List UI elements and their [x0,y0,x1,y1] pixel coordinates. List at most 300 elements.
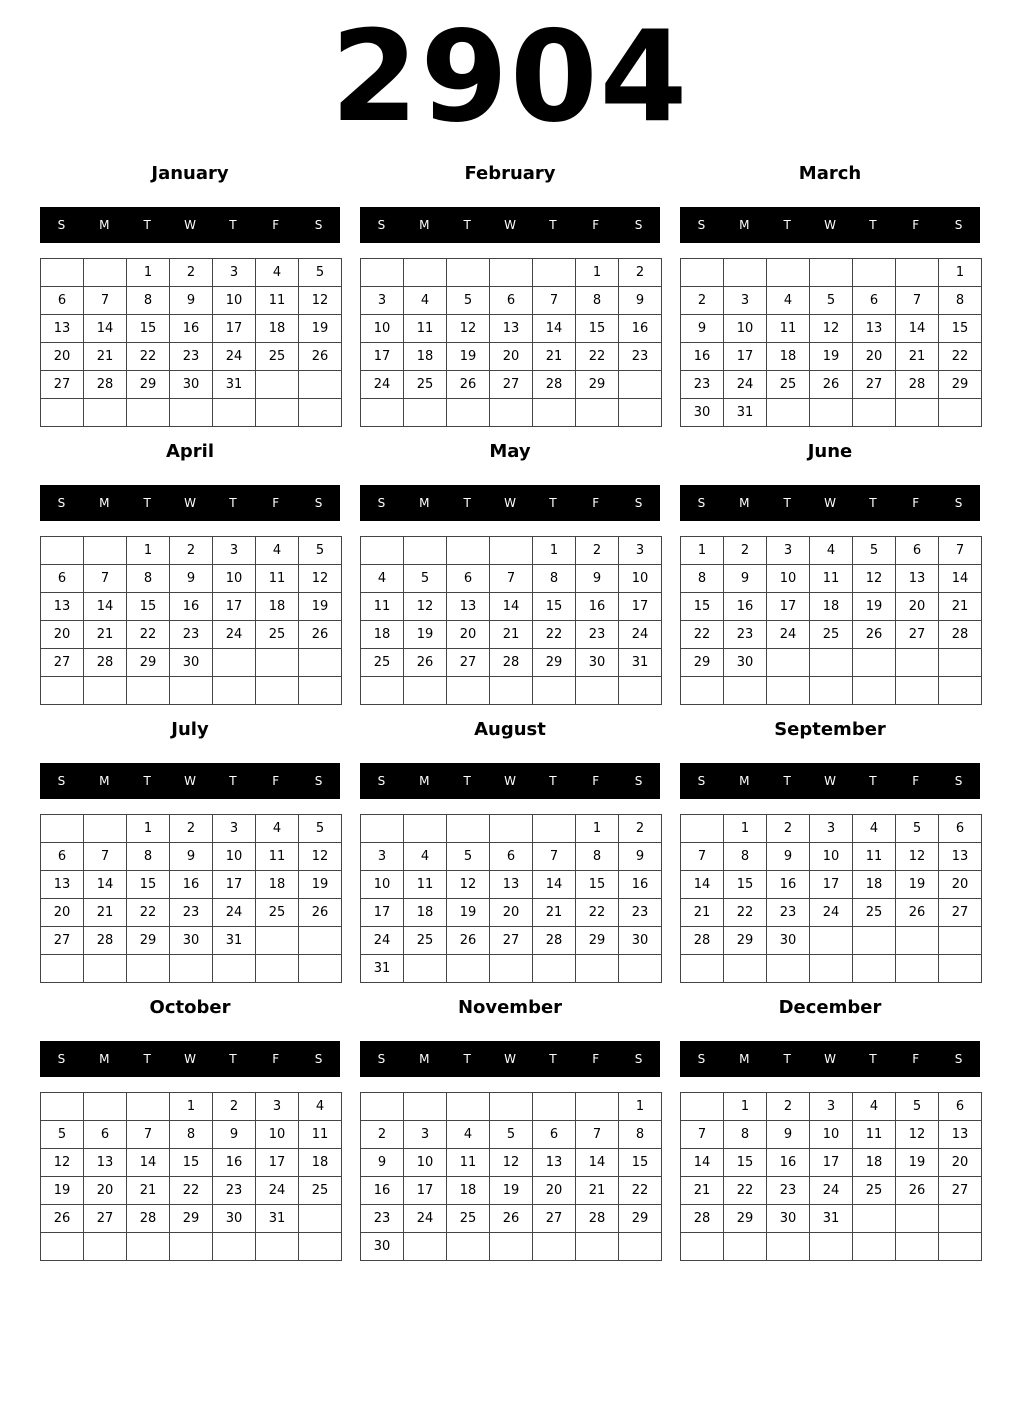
empty-day-cell [490,677,533,705]
day-cell: 10 [724,315,767,343]
day-grid [360,536,662,705]
day-cell: 18 [256,871,299,899]
weekday-label: F [912,774,920,788]
day-cell: 6 [939,1093,982,1121]
day-cell: 12 [490,1149,533,1177]
empty-day-cell [213,649,256,677]
week-row [41,677,342,705]
day-cell: 21 [84,621,127,649]
day-cell: 12 [299,565,342,593]
week-row [41,371,342,399]
empty-day-cell [170,955,213,983]
month-june [680,439,980,709]
day-cell: 11 [447,1149,490,1177]
week-row [361,955,662,983]
day-cell: 5 [299,537,342,565]
empty-day-cell [404,537,447,565]
empty-day-cell [767,259,810,287]
day-grid [680,1092,982,1261]
day-cell: 1 [170,1093,213,1121]
day-cell: 9 [724,565,767,593]
weekday-label: W [184,218,196,232]
day-cell: 26 [490,1205,533,1233]
day-cell: 4 [404,287,447,315]
day-cell: 3 [810,815,853,843]
weekday-label: S [954,496,963,510]
weekday-label: S [57,218,66,232]
day-cell: 16 [619,315,662,343]
week-row [361,593,662,621]
week-row [361,287,662,315]
day-cell: 27 [41,927,84,955]
week-row [681,843,982,871]
day-cell: 6 [41,843,84,871]
empty-day-cell [41,399,84,427]
empty-day-cell [939,677,982,705]
day-cell: 25 [404,927,447,955]
week-row [681,621,982,649]
weekday-label: M [99,496,110,510]
day-cell: 9 [576,565,619,593]
weekday-label: T [143,1052,151,1066]
week-row [681,815,982,843]
empty-day-cell [404,815,447,843]
day-cell: 1 [576,815,619,843]
empty-day-cell [533,955,576,983]
day-cell: 18 [256,315,299,343]
week-row [41,399,342,427]
empty-day-cell [256,1233,299,1261]
weekday-label: T [143,496,151,510]
weekday-header [360,763,660,799]
day-cell: 17 [213,315,256,343]
day-cell: 22 [127,621,170,649]
day-cell: 23 [767,899,810,927]
week-row [361,899,662,927]
day-cell: 9 [170,565,213,593]
empty-day-cell [853,399,896,427]
day-cell: 16 [170,871,213,899]
day-cell: 27 [896,621,939,649]
weekday-label: S [634,496,643,510]
week-row [361,343,662,371]
day-cell: 10 [213,843,256,871]
empty-day-cell [127,955,170,983]
day-cell: 3 [724,287,767,315]
day-cell: 9 [170,287,213,315]
day-cell: 23 [576,621,619,649]
week-row [361,1205,662,1233]
empty-day-cell [404,677,447,705]
day-cell: 8 [576,843,619,871]
day-cell: 16 [681,343,724,371]
day-cell: 13 [533,1149,576,1177]
day-cell: 8 [576,287,619,315]
day-cell: 5 [896,815,939,843]
empty-day-cell [853,259,896,287]
empty-day-cell [41,1233,84,1261]
weekday-header [360,1041,660,1077]
weekday-label: S [57,774,66,788]
day-grid [40,536,342,705]
day-cell: 6 [853,287,896,315]
month-april [40,439,340,709]
day-cell: 6 [84,1121,127,1149]
day-cell: 10 [256,1121,299,1149]
week-row [361,843,662,871]
weekday-label: T [463,1052,471,1066]
weekday-label: S [314,1052,323,1066]
day-grid [40,814,342,983]
weekday-label: M [419,496,430,510]
day-cell: 19 [490,1177,533,1205]
empty-day-cell [576,399,619,427]
day-cell: 18 [767,343,810,371]
day-cell: 17 [619,593,662,621]
day-cell: 21 [127,1177,170,1205]
day-cell: 16 [767,1149,810,1177]
day-cell: 27 [939,899,982,927]
empty-day-cell [896,927,939,955]
empty-day-cell [724,955,767,983]
empty-day-cell [767,1233,810,1261]
day-cell: 26 [853,621,896,649]
empty-day-cell [810,399,853,427]
day-cell: 25 [361,649,404,677]
week-row [41,899,342,927]
day-cell: 3 [213,815,256,843]
empty-day-cell [939,649,982,677]
day-cell: 24 [404,1205,447,1233]
empty-day-cell [299,399,342,427]
empty-day-cell [853,649,896,677]
weekday-header [40,763,340,799]
weekday-label: W [504,496,516,510]
empty-day-cell [84,815,127,843]
day-cell: 15 [127,315,170,343]
day-cell: 2 [681,287,724,315]
day-cell: 23 [619,899,662,927]
day-cell: 12 [896,1121,939,1149]
empty-day-cell [127,1233,170,1261]
day-cell: 8 [127,287,170,315]
empty-day-cell [447,537,490,565]
week-row [681,1233,982,1261]
week-row [41,343,342,371]
day-cell: 29 [127,371,170,399]
day-cell: 23 [681,371,724,399]
day-cell: 4 [256,537,299,565]
day-cell: 13 [84,1149,127,1177]
weekday-label: T [549,218,557,232]
weekday-label: T [869,774,877,788]
empty-day-cell [939,955,982,983]
week-row [361,259,662,287]
day-cell: 28 [533,927,576,955]
empty-day-cell [896,1205,939,1233]
empty-day-cell [299,371,342,399]
day-cell: 24 [256,1177,299,1205]
day-cell: 2 [361,1121,404,1149]
day-cell: 31 [724,399,767,427]
weekday-header [680,763,980,799]
day-cell: 21 [533,899,576,927]
day-cell: 22 [127,899,170,927]
day-cell: 4 [256,815,299,843]
weekday-label: F [592,1052,600,1066]
day-cell: 17 [810,1149,853,1177]
weekday-label: F [912,218,920,232]
day-cell: 4 [404,843,447,871]
day-cell: 27 [939,1177,982,1205]
day-cell: 23 [170,621,213,649]
weekday-label: M [419,774,430,788]
week-row [41,537,342,565]
empty-day-cell [361,537,404,565]
day-cell: 14 [84,593,127,621]
day-cell: 26 [299,343,342,371]
week-row [361,371,662,399]
weekday-label: F [592,496,600,510]
empty-day-cell [256,955,299,983]
month-may [360,439,660,709]
day-cell: 26 [299,621,342,649]
empty-day-cell [939,1233,982,1261]
day-cell: 30 [361,1233,404,1261]
day-cell: 5 [896,1093,939,1121]
week-row [361,1093,662,1121]
day-cell: 16 [724,593,767,621]
week-row [681,1093,982,1121]
empty-day-cell [681,1233,724,1261]
day-cell: 8 [724,843,767,871]
month-name: April [165,441,215,462]
day-cell: 29 [619,1205,662,1233]
day-cell: 10 [810,1121,853,1149]
day-cell: 14 [681,1149,724,1177]
day-cell: 29 [724,927,767,955]
day-cell: 23 [170,899,213,927]
day-cell: 15 [619,1149,662,1177]
empty-day-cell [404,1233,447,1261]
day-cell: 7 [490,565,533,593]
week-row [41,927,342,955]
empty-day-cell [84,1233,127,1261]
day-cell: 9 [619,287,662,315]
empty-day-cell [256,677,299,705]
empty-day-cell [767,955,810,983]
weekday-label: T [229,496,237,510]
weekday-label: F [912,496,920,510]
empty-day-cell [404,399,447,427]
week-row [41,1093,342,1121]
day-cell: 1 [724,1093,767,1121]
day-cell: 3 [619,537,662,565]
day-cell: 15 [724,871,767,899]
empty-day-cell [84,677,127,705]
day-cell: 2 [767,1093,810,1121]
day-cell: 17 [724,343,767,371]
day-cell: 27 [853,371,896,399]
day-cell: 1 [576,259,619,287]
day-cell: 9 [170,843,213,871]
empty-day-cell [170,399,213,427]
day-cell: 12 [41,1149,84,1177]
day-cell: 8 [127,843,170,871]
day-cell: 25 [810,621,853,649]
day-cell: 26 [896,899,939,927]
day-cell: 22 [170,1177,213,1205]
weekday-label: M [739,774,750,788]
day-cell: 8 [170,1121,213,1149]
day-cell: 4 [299,1093,342,1121]
weekday-label: M [99,218,110,232]
week-row [681,343,982,371]
weekday-label: F [592,774,600,788]
day-cell: 9 [361,1149,404,1177]
day-cell: 11 [853,1121,896,1149]
day-cell: 12 [447,315,490,343]
day-cell: 14 [127,1149,170,1177]
empty-day-cell [810,259,853,287]
week-row [361,1177,662,1205]
day-cell: 21 [939,593,982,621]
month-name: September [774,719,886,740]
weekday-label: S [954,774,963,788]
empty-day-cell [853,1205,896,1233]
day-cell: 11 [361,593,404,621]
day-cell: 5 [299,815,342,843]
day-cell: 29 [576,927,619,955]
weekday-label: S [377,774,386,788]
month-march [680,161,980,431]
weekday-label: M [99,774,110,788]
day-cell: 28 [576,1205,619,1233]
day-cell: 30 [767,927,810,955]
weekday-label: S [697,1052,706,1066]
day-cell: 25 [299,1177,342,1205]
empty-day-cell [447,1233,490,1261]
empty-day-cell [447,955,490,983]
weekday-label: W [824,774,836,788]
day-cell: 8 [724,1121,767,1149]
week-row [361,649,662,677]
empty-day-cell [490,399,533,427]
day-cell: 29 [939,371,982,399]
month-november [360,995,660,1265]
empty-day-cell [361,815,404,843]
weekday-label: W [504,774,516,788]
weekday-label: T [869,496,877,510]
empty-day-cell [127,399,170,427]
month-december [680,995,980,1265]
day-cell: 24 [213,899,256,927]
weekday-label: T [143,774,151,788]
empty-day-cell [681,955,724,983]
day-cell: 15 [681,593,724,621]
day-cell: 9 [213,1121,256,1149]
weekday-label: W [824,496,836,510]
day-cell: 4 [767,287,810,315]
empty-day-cell [213,1233,256,1261]
weekday-label: T [549,496,557,510]
weekday-label: M [419,1052,430,1066]
day-cell: 14 [576,1149,619,1177]
empty-day-cell [41,259,84,287]
empty-day-cell [404,955,447,983]
day-cell: 31 [213,927,256,955]
weekday-header [40,485,340,521]
empty-day-cell [299,649,342,677]
day-cell: 4 [256,259,299,287]
day-cell: 6 [939,815,982,843]
day-cell: 19 [299,871,342,899]
day-cell: 30 [724,649,767,677]
day-cell: 10 [213,287,256,315]
day-cell: 20 [533,1177,576,1205]
weekday-label: W [504,218,516,232]
day-cell: 20 [939,1149,982,1177]
week-row [681,259,982,287]
weekday-label: T [463,774,471,788]
day-cell: 6 [447,565,490,593]
day-cell: 15 [576,315,619,343]
day-cell: 18 [404,343,447,371]
day-cell: 24 [619,621,662,649]
day-cell: 28 [490,649,533,677]
day-cell: 4 [853,1093,896,1121]
empty-day-cell [767,649,810,677]
weekday-label: T [229,774,237,788]
day-cell: 26 [41,1205,84,1233]
day-cell: 26 [299,899,342,927]
day-cell: 26 [810,371,853,399]
day-cell: 5 [404,565,447,593]
day-cell: 30 [681,399,724,427]
day-cell: 27 [533,1205,576,1233]
day-cell: 29 [127,927,170,955]
day-cell: 22 [576,899,619,927]
weekday-label: S [954,1052,963,1066]
empty-day-cell [576,1093,619,1121]
empty-day-cell [404,259,447,287]
day-cell: 18 [853,871,896,899]
weekday-label: M [419,218,430,232]
day-cell: 12 [447,871,490,899]
empty-day-cell [810,677,853,705]
day-cell: 15 [533,593,576,621]
day-cell: 17 [361,343,404,371]
weekday-header [360,207,660,243]
day-grid [40,258,342,427]
weekday-label: T [143,218,151,232]
empty-day-cell [490,1233,533,1261]
day-cell: 16 [213,1149,256,1177]
week-row [361,1233,662,1261]
day-cell: 7 [681,1121,724,1149]
weekday-label: S [377,1052,386,1066]
weekday-label: T [229,218,237,232]
day-cell: 6 [896,537,939,565]
day-cell: 24 [361,371,404,399]
day-cell: 27 [41,649,84,677]
weekday-label: T [783,496,791,510]
day-cell: 9 [681,315,724,343]
day-cell: 11 [299,1121,342,1149]
day-cell: 13 [896,565,939,593]
day-cell: 4 [447,1121,490,1149]
month-january [40,161,340,431]
